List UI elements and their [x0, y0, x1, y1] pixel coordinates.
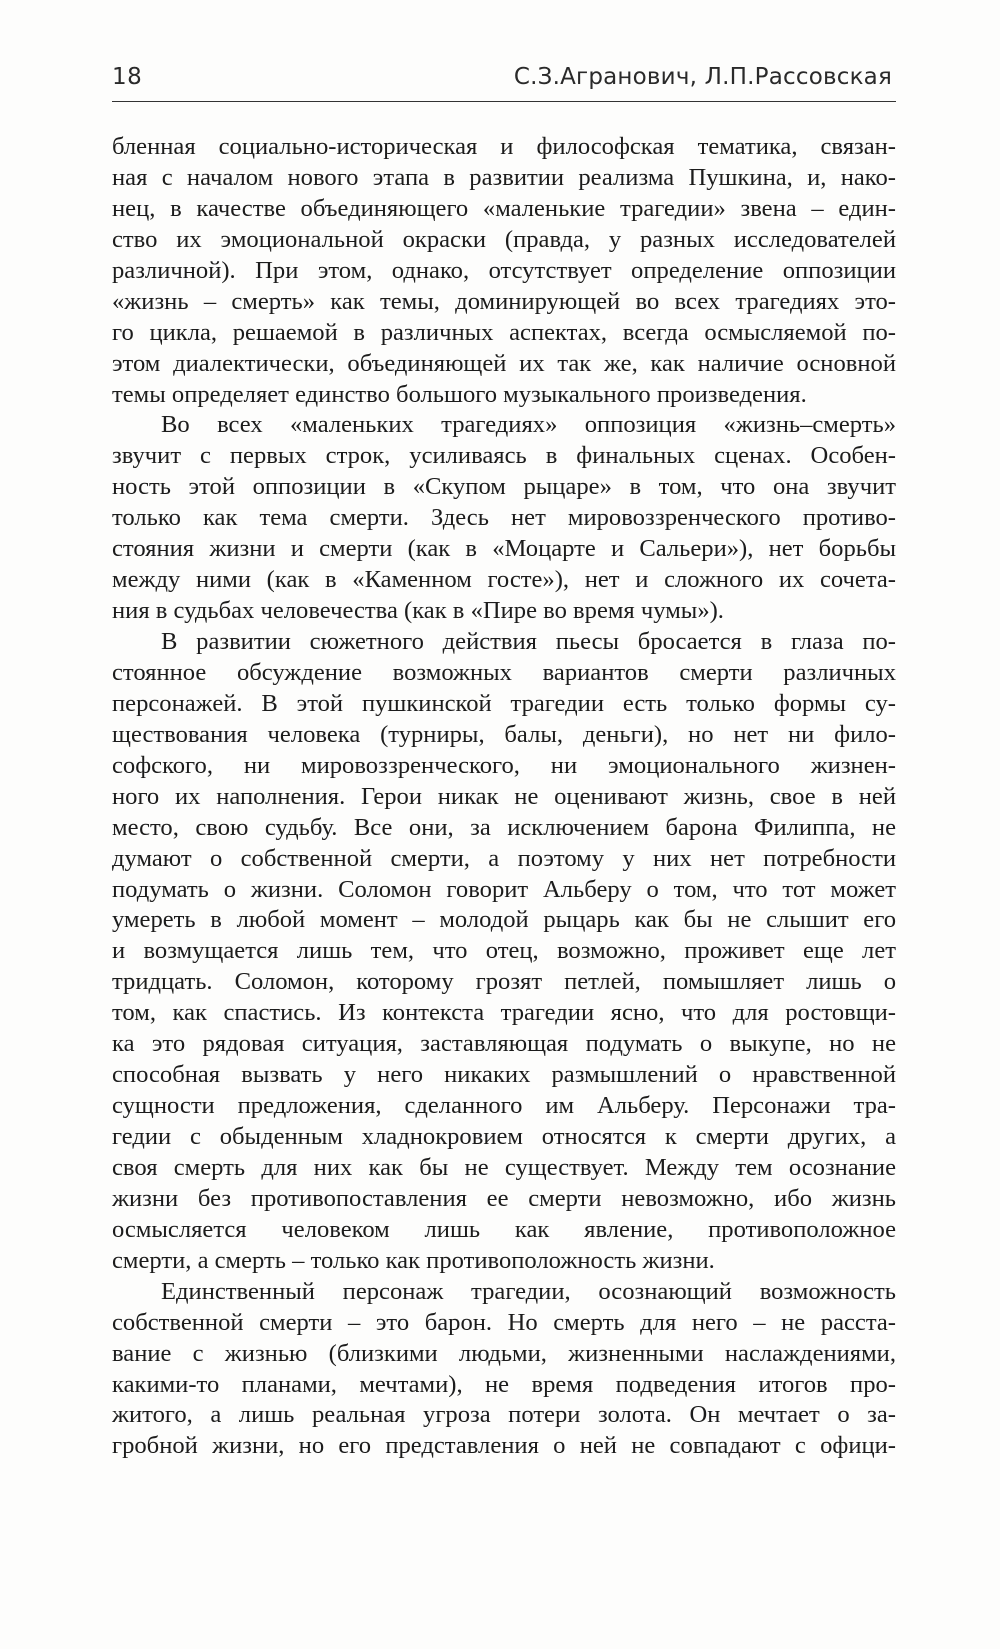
- text-line: нец, в качестве объединяющего «маленькие трагедии» звена – един-: [112, 194, 896, 222]
- text-line: ка это рядовая ситуация, заставляющая подумать о выкупе, но не: [112, 1030, 896, 1058]
- text-line: тридцать. Соломон, которому грозят петлей, помышляет лишь о: [112, 968, 896, 996]
- paragraph: [112, 132, 896, 410]
- text-line: темы определяет единство большого музыкального произведения.: [112, 380, 807, 408]
- running-head-authors: С.З.Агранович, Л.П.Рассовская: [513, 64, 892, 90]
- text-line: между ними (как в «Каменном госте»), нет и сложного их сочета-: [112, 566, 896, 594]
- text-line: житого, а лишь реальная угроза потери золота. Он мечтает о за-: [112, 1401, 896, 1429]
- header-divider: [112, 101, 896, 102]
- text-line: софского, ни мировоззренческого, ни эмоционального жизнен-: [112, 751, 896, 779]
- text-line: способная вызвать у него никаких размышлений о нравственной: [112, 1061, 896, 1089]
- text-line: гедии с обыденным хладнокровием относятся к смерти других, а: [112, 1123, 896, 1150]
- text-line: вание с жизнью (близкими людьми, жизненными наслаждениями,: [112, 1339, 896, 1367]
- text-line: сущности предложения, сделанного им Альберу. Персонажи тра-: [112, 1092, 896, 1120]
- text-line: подумать о жизни. Соломон говорит Альберу о том, что тот может: [112, 875, 896, 903]
- text-line: звучит с первых строк, усиливаясь в финальных сценах. Особен-: [112, 442, 896, 470]
- text-line: Во всех «маленьких трагедиях» оппозиция «жизнь–смерть»: [161, 411, 896, 439]
- text-line: жизни без противопоставления ее смерти невозможно, ибо жизнь: [112, 1184, 896, 1212]
- text-line: ство их эмоциональной окраски (правда, у разных исследователей: [112, 225, 896, 253]
- page-number: 18: [112, 64, 143, 90]
- text-line: том, как спастись. Из контекста трагедии ясно, что для ростовщи-: [112, 999, 896, 1027]
- text-line: гробной жизни, но его представления о ней не совпадают с офици-: [112, 1432, 896, 1460]
- text-line: Единственный персонаж трагедии, осознающий возможность: [161, 1277, 896, 1305]
- page-header: [112, 58, 892, 98]
- text-line: В развитии сюжетного действия пьесы бросается в глаза по-: [161, 628, 896, 655]
- text-line: смерти, а смерть – только как противоположность жизни.: [112, 1246, 715, 1274]
- text-line: персонажей. В этой пушкинской трагедии есть только формы су-: [112, 689, 896, 717]
- text-line: ного их наполнения. Герои никак не оценивают жизнь, свое в ней: [112, 782, 896, 810]
- text-line: и возмущается лишь тем, что отец, возможно, проживет еще лет: [112, 937, 896, 965]
- text-line: этом диалектически, объединяющей их так же, как наличие основной: [112, 349, 896, 377]
- text-line: стояния жизни и смерти (как в «Моцарте и Сальери»), нет борьбы: [112, 535, 896, 563]
- text-line: ная с началом нового этапа в развитии реализма Пушкина, и, нако-: [112, 163, 896, 191]
- paragraph: [112, 1277, 896, 1463]
- paragraph: [112, 410, 896, 627]
- text-line: «жизнь – смерть» как темы, доминирующей во всех трагедиях это-: [112, 287, 896, 315]
- text-line: ния в судьбах человечества (как в «Пире во время чумы»).: [112, 597, 724, 625]
- text-line: умереть в любой момент – молодой рыцарь как бы не слышит его: [112, 906, 896, 934]
- paragraph: [112, 627, 896, 1277]
- text-line: своя смерть для них как бы не существует. Между тем осознание: [112, 1153, 896, 1181]
- body-text: [112, 132, 896, 1462]
- text-line: ность этой оппозиции в «Скупом рыцаре» в том, что она звучит: [112, 473, 896, 501]
- text-line: различной). При этом, однако, отсутствует определение оппозиции: [112, 256, 896, 284]
- text-line: какими-то планами, мечтами), не время подведения итогов про-: [112, 1370, 896, 1398]
- text-line: место, свою судьбу. Все они, за исключением барона Филиппа, не: [112, 813, 896, 841]
- text-line: бленная социально-историческая и философская тематика, связан-: [112, 133, 896, 160]
- text-line: осмысляется человеком лишь как явление, противоположное: [112, 1215, 896, 1243]
- text-line: думают о собственной смерти, а поэтому у них нет потребности: [112, 844, 896, 872]
- text-line: стоянное обсуждение возможных вариантов смерти различных: [112, 658, 896, 686]
- text-line: только как тема смерти. Здесь нет мировоззренческого противо-: [112, 504, 896, 532]
- text-line: ществования человека (турниры, балы, деньги), но нет ни фило-: [112, 720, 896, 748]
- text-line: го цикла, решаемой в различных аспектах, всегда осмысляемой по-: [112, 318, 896, 346]
- text-line: собственной смерти – это барон. Но смерть для него – не расста-: [112, 1308, 896, 1336]
